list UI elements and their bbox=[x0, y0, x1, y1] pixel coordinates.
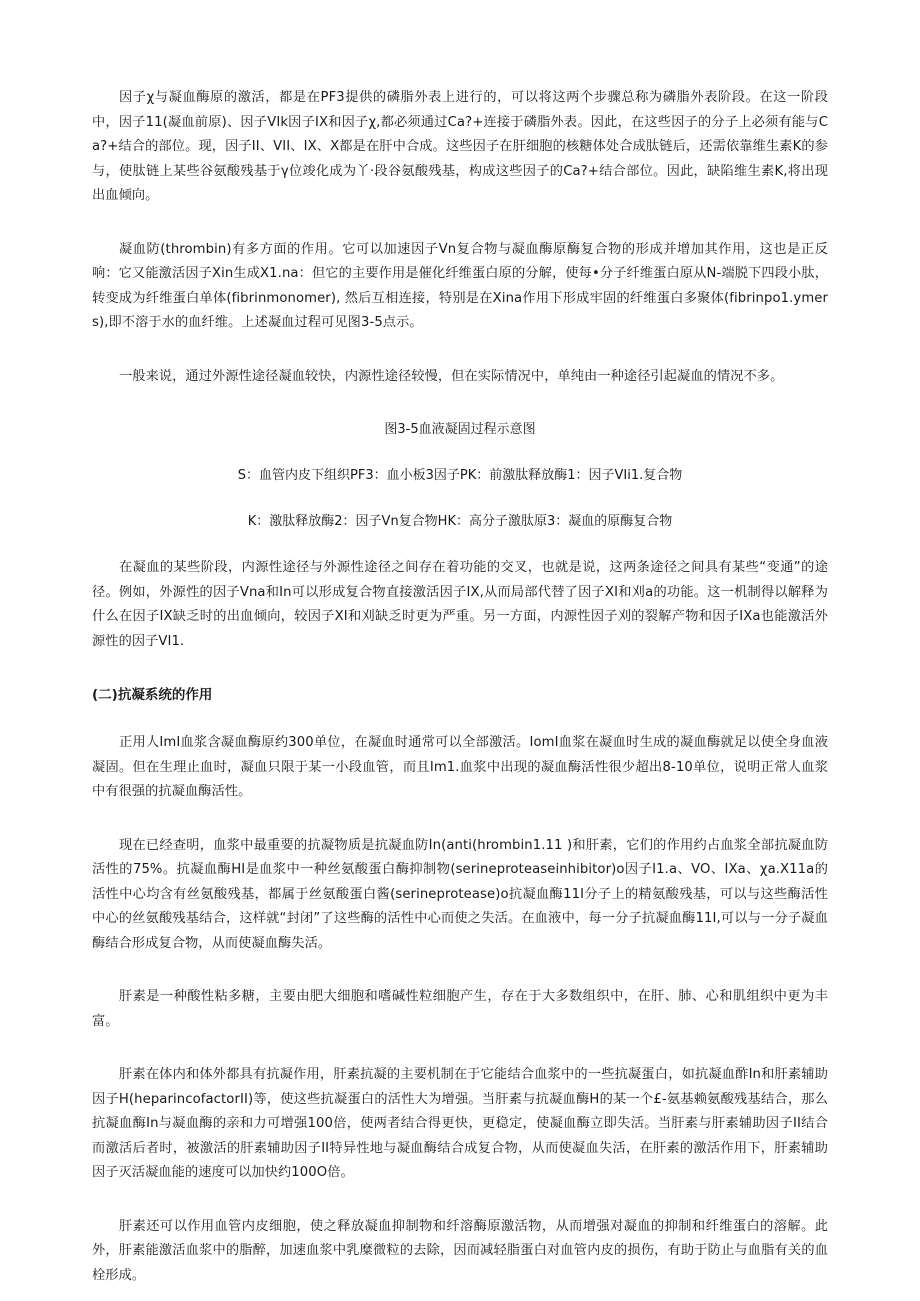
figure-legend-line-1: S：血管内皮下组织PF3：血小板3因子PK：前激肽释放酶1：因子VIi1.复合物 bbox=[237, 468, 683, 483]
paragraph-heparin-mechanism: 肝素在体内和体外都具有抗凝作用，肝素抗凝的主要机制在于它能结合血浆中的一些抗凝蛋白，如抗凝血酢In和肝素辅助因子H(heparincofactorII)等，使这些抗凝蛋白的活性大为增强。当肝素与抗凝血酶H的某一个£-氨基赖氨酸残基结合，那么抗凝血酶In与凝血酶的亲和力可增强100倍，使两者结合得更快，更稳定，使凝血酶立即失活。当肝素与肝素辅助因子II结合而激活后者时，被激活的肝素辅助因子II特异性地与凝血酶结合成复合物，从而使凝血失活，在肝素的激活作用下，肝素辅助因子灭活凝血能的速度可以加快约100O倍。 bbox=[92, 1067, 828, 1180]
section-heading-anticoagulation: (二)抗凝系统的作用 bbox=[92, 687, 213, 703]
paragraph-antithrombin: 现在已经查明，血浆中最重要的抗凝物质是抗凝血防In(anti(hrombin1.11 )和肝素，它们的作用约占血浆全部抗凝血防活性的75%。抗凝血酶HI是血浆中一种丝氨酸蛋白酶抑制物(serineproteaseinhibitor)o因子I1.a、VO、IXa、χa.X11a的活性中心均含有丝氨酸残基，都属于丝氨酸蛋白酱(serineprotease)o抗凝血酶11I分子上的精氨酸残基，可以与这些酶活性中心的丝氨酸残基结合，这样就“封闭”了这些酶的活性中心而使之失活。在血液中，每一分子抗凝血酶11I,可以与一分子凝血酶结合形成复合物，从而使凝血酶失活。 bbox=[92, 837, 828, 951]
figure-legend-line-2: K：激肽释放酶2：因子Vn复合物HK：高分子激肽原3：凝血的原酶复合物 bbox=[247, 514, 673, 529]
paragraph-plasma-prothrombin: 正用人ImI血浆含凝血酶原约300单位，在凝血时通常可以全部激活。IomI血浆在凝血时生成的凝血酶就足以使全身血液凝固。但在生理止血时，凝血只限于某一小段血管，而且Im1.血浆中出现的凝血酶活性很少超出8-10单位，说明正常人血浆中有很强的抗凝血酶活性。 bbox=[92, 735, 828, 799]
paragraph-pathway-speed: 一般来说，通过外源性途径凝血较快，内源性途径较慢，但在实际情况中，单纯由一种途径引起凝血的情况不多。 bbox=[119, 368, 784, 384]
paragraph-heparin-endothelium: 肝素还可以作用血管内皮细胞，使之释放凝血抑制物和纤溶酶原激活物，从而增强对凝血的抑制和纤维蛋白的溶解。此外，肝素能激活血浆中的脂醉，加速血浆中乳糜微粒的去除，因而减轻脂蛋白对血管内皮的损伤，有助于防止与血脂有关的血栓形成。 bbox=[92, 1218, 828, 1283]
figure-caption: 图3-5血液凝固过程示意图 bbox=[384, 422, 536, 437]
paragraph-heparin-origin: 肝素是一种酸性粘多糖，主要由肥大细胞和嗜碱性粒细胞产生，存在于大多数组织中，在肝、肺、心和肌组织中更为丰富。 bbox=[92, 989, 828, 1029]
paragraph-factor-x-activation: 因子χ与凝血酶原的激活，都是在PF3提供的磷脂外表上进行的，可以将这两个步骤总称为磷脂外表阶段。在这一阶段中，因子11(凝血前原)、因子VIk因子IX和因子χ,都必须通过Ca?+连接于磷脂外表。因此，在这些因子的分子上必须有能与Ca?+结合的部位。现，因子II、VII、IX、X都是在肝中合成。这些因子在肝细胞的核糖体处合成肽链后，还需依靠维生素K的参与，使肽链上某些谷氨酸残基于γ位竣化成为丫·段谷氨酸残基，构成这些因子的Ca?+结合部位。因此，缺陷维生素K,将出现出血倾向。 bbox=[92, 90, 828, 203]
paragraph-thrombin-role: 凝血防(thrombin)有多方面的作用。它可以加速因子Vn复合物与凝血酶原酶复合物的形成并增加其作用，这也是正反响：它又能激活因子Xin生成X1.na：但它的主要作用是催化纤维蛋白原的分解，使每•分子纤维蛋白原从N-端脱下四段小肽，转变成为纤维蛋白单体(fibrinmonomer), 然后互相连接，特别是在Xina作用下形成牢固的纤维蛋白多聚体(fibrinpo1.ymers),即不溶于水的血纤维。上述凝血过程可见图3-5点示。 bbox=[92, 241, 828, 330]
paragraph-pathway-crossover: 在凝血的某些阶段，内源性途径与外源性途径之间存在着功能的交叉，也就是说，这两条途径之间具有某些“变通”的途径。例如，外源性的因子Vna和In可以形成复合物直接激活因子IX,从而局部代替了因子XI和刈a的功能。这一机制得以解释为什么在因子IX缺乏时的出血倾向，较因子XI和刈缺乏时更为严重。另一方面，内源性因子刈的裂解产物和因子IXa也能激活外源性的因子VI1. bbox=[92, 560, 828, 649]
